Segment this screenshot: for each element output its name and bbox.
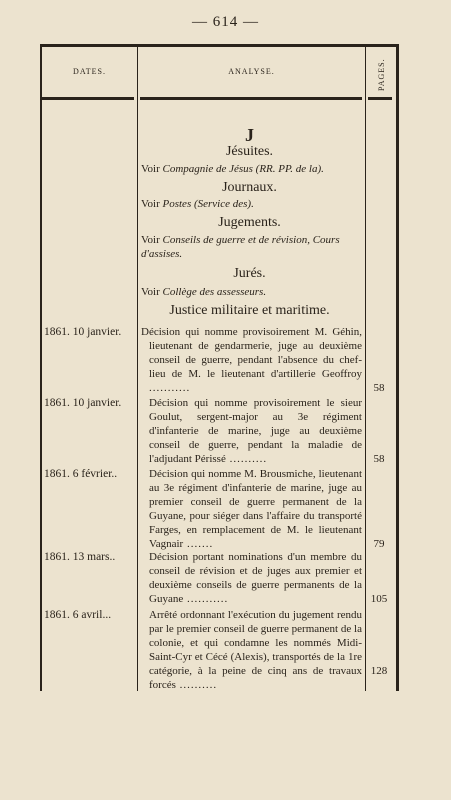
see-reference <box>141 285 363 299</box>
header-analyse: ANALYSE. <box>228 67 275 76</box>
entry-page: 105 <box>370 593 388 605</box>
reference-text: Compagnie de Jésus (RR. PP. de la). <box>162 163 324 175</box>
see-label: Voir <box>141 234 160 246</box>
entry-text <box>141 550 362 606</box>
entry-description: Arrêté ordonnant l'exécution du jugement rendu par le premier conseil de guerre permanent de la colonie, et qui condamne les nommés Midi-Saint-Cyr et Cécé (Alexis), transportés de la 1re catégorie, à la peine de cinq ans de travaux forcés <box>149 609 362 691</box>
entry-description: Décision portant nominations d'un membre du conseil de révision et de juges aux premier et deuxième conseils de guerre permanents de la Guyane <box>149 551 362 605</box>
entry-text <box>141 396 362 466</box>
reference-text: Collège des assesseurs. <box>162 286 267 298</box>
entry-date: 1861. 6 avril... <box>44 609 112 621</box>
header-rule <box>42 97 134 100</box>
see-reference <box>141 162 363 176</box>
header-rule <box>140 97 362 100</box>
entry-page: 58 <box>373 453 385 465</box>
entry-description: Décision qui nomme M. Brousmiche, lieutenant au 3e régiment d'infanterie de marine, juge au premier conseil de guerre permanent de la Guyane, pour siéger dans l'affaire du transporté Farges, en remplacement de M. le lieutenant Vagnair <box>149 468 362 550</box>
section-title: Journaux. <box>222 180 277 195</box>
header-pages: PAGES. <box>377 58 386 92</box>
section-title: Jurés. <box>233 266 266 281</box>
section-title: Jugements. <box>218 215 281 230</box>
see-reference <box>141 233 363 261</box>
entry-date: 1861. 10 janvier. <box>44 397 122 409</box>
header-dates: DATES. <box>73 67 106 76</box>
section-title: Justice militaire et maritime. <box>169 303 330 318</box>
page-number: — 614 — <box>192 14 259 30</box>
section-letter: J <box>245 125 254 145</box>
see-label: Voir <box>141 286 160 298</box>
see-label: Voir <box>141 163 160 175</box>
entry-date: 1861. 13 mars.. <box>44 551 116 563</box>
header-rule <box>368 97 392 100</box>
leader-dots: .......... <box>225 453 268 465</box>
reference-text: Conseils de guerre et de révision, Cours d'assises. <box>141 234 340 260</box>
entry-page: 79 <box>373 538 385 550</box>
entry-page: 58 <box>373 382 385 394</box>
leader-dots: ........... <box>149 382 191 394</box>
entry-text <box>141 467 362 551</box>
entry-page: 128 <box>370 665 388 677</box>
entry-date: 1861. 6 février.. <box>44 468 118 480</box>
reference-text: Postes (Service des). <box>162 198 254 210</box>
entry-text <box>141 325 362 395</box>
entry-date: 1861. 10 janvier. <box>44 326 122 338</box>
see-reference <box>141 197 363 211</box>
entry-description: Décision qui nomme provisoirement le sieur Goulut, sergent-major au 3e régiment d'infanterie de marine, juge au deuxième conseil de guerre, pendant la maladie de l'adjudant Périssé <box>149 397 362 465</box>
leader-dots: ....... <box>183 538 214 550</box>
section-title: Jésuites. <box>225 144 274 159</box>
see-label: Voir <box>141 198 160 210</box>
leader-dots: .......... <box>175 679 218 691</box>
leader-dots: ........... <box>183 593 229 605</box>
entry-text <box>141 608 362 692</box>
entry-description: Décision qui nomme provisoirement M. Géhin, lieutenant de gendarmerie, juge au deuxième conseil de guerre, pendant l'absence du chef-lieu de M. le lieutenant d'artillerie Geoffroy <box>141 326 362 380</box>
